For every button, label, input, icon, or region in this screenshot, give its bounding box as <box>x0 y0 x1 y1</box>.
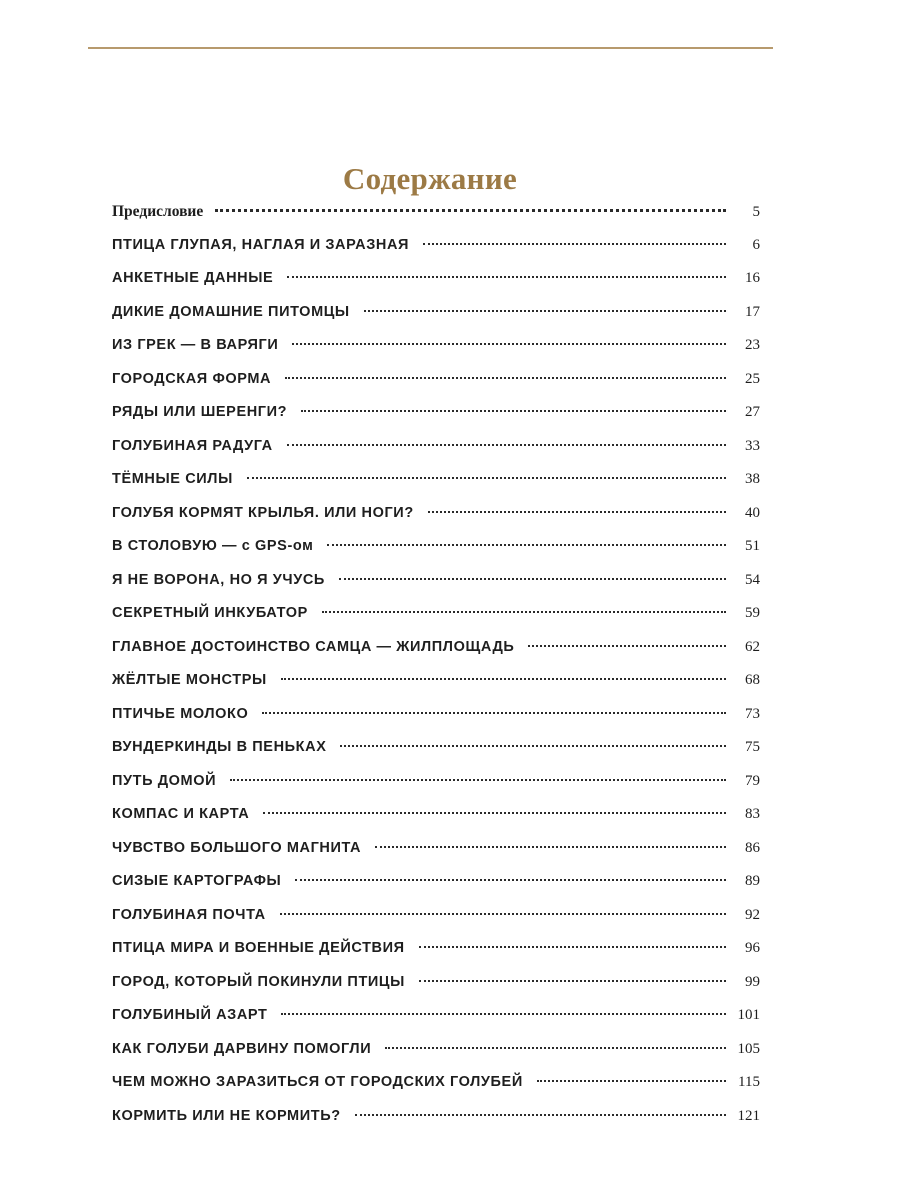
toc-entry-label: КОРМИТЬ ИЛИ НЕ КОРМИТЬ? <box>112 1107 341 1124</box>
toc-entry-label: АНКЕТНЫЕ ДАННЫЕ <box>112 270 274 286</box>
toc-entry-page: 38 <box>745 471 760 487</box>
toc-entry[interactable] <box>112 597 760 631</box>
toc-entry[interactable] <box>112 262 760 296</box>
toc-leader-dots <box>301 410 726 412</box>
toc-leader-dots <box>375 846 726 848</box>
toc-entry[interactable] <box>112 1033 760 1067</box>
toc-entry[interactable] <box>112 229 760 263</box>
toc-entry-label: ИЗ ГРЕК — В ВАРЯГИ <box>112 337 279 353</box>
toc-leader-dots <box>295 879 726 881</box>
page-title: Содержание <box>342 160 518 196</box>
toc-leader-dots <box>419 946 726 948</box>
toc-entry[interactable] <box>112 530 760 564</box>
toc-entry-page: 17 <box>745 303 760 320</box>
toc-entry-page: 105 <box>737 1040 760 1057</box>
toc-leader-dots <box>292 343 726 345</box>
toc-entry-page: 51 <box>745 538 760 554</box>
toc-entry[interactable] <box>112 564 760 598</box>
toc-leader-dots <box>230 779 726 781</box>
toc-entry-page: 121 <box>737 1107 760 1124</box>
toc-entry-label: ГЛАВНОЕ ДОСТОИНСТВО САМЦА — ЖИЛПЛОЩАДЬ <box>112 638 515 655</box>
toc-entry[interactable] <box>112 765 760 799</box>
toc-leader-dots <box>281 678 726 680</box>
toc-leader-dots <box>423 243 726 245</box>
toc-entry-page: 54 <box>745 571 760 588</box>
toc-leader-dots <box>285 377 726 379</box>
toc-entry-page: 96 <box>745 940 760 956</box>
toc-entry-page: 83 <box>745 806 760 822</box>
toc-entry-preface[interactable] <box>112 195 760 229</box>
toc-entry-label: ЖЁЛТЫЕ МОНСТРЫ <box>112 672 267 688</box>
toc-entry-label: ЧУВСТВО БОЛЬШОГО МАГНИТА <box>112 839 362 856</box>
toc-entry-label: ВУНДЕРКИНДЫ В ПЕНЬКАХ <box>112 739 327 755</box>
toc-entry-label: СЕКРЕТНЫЙ ИНКУБАТОР <box>112 605 308 621</box>
toc-entry-page: 92 <box>745 906 760 923</box>
toc-entry-page: 62 <box>745 638 760 655</box>
toc-entry-label: СИЗЫЕ КАРТОГРАФЫ <box>112 873 282 889</box>
toc-entry[interactable] <box>112 430 760 464</box>
toc-entry-label: ТЁМНЫЕ СИЛЫ <box>112 471 233 487</box>
toc-entry-label: ПТИЦА МИРА И ВОЕННЫЕ ДЕЙСТВИЯ <box>112 940 405 956</box>
toc-leader-dots <box>340 745 726 747</box>
toc-entry-label: В СТОЛОВУЮ — с GPS-ом <box>112 538 314 554</box>
toc-entry-page: 33 <box>745 437 760 454</box>
toc-entry-page: 6 <box>752 236 760 253</box>
toc-entry-page: 115 <box>738 1074 760 1090</box>
toc-entry[interactable] <box>112 698 760 732</box>
toc-leader-dots <box>419 980 726 982</box>
toc-leader-dots <box>247 477 726 479</box>
toc-entry[interactable] <box>112 731 760 765</box>
toc-entry-page: 25 <box>745 370 760 387</box>
toc-entry-label: ГОЛУБИНЫЙ АЗАРТ <box>112 1007 268 1023</box>
toc-entry[interactable] <box>112 899 760 933</box>
toc-entry-label: КОМПАС И КАРТА <box>112 806 250 822</box>
toc-entry[interactable] <box>112 798 760 832</box>
toc-leader-dots <box>263 812 726 814</box>
top-rule <box>88 47 773 49</box>
toc-entry-label: РЯДЫ ИЛИ ШЕРЕНГИ? <box>112 404 288 420</box>
toc-entry-page: 79 <box>745 772 760 789</box>
toc-leader-dots <box>215 209 726 212</box>
toc-entry[interactable] <box>112 631 760 665</box>
toc-entry-page: 89 <box>745 873 760 889</box>
toc-entry-page: 23 <box>745 337 760 353</box>
toc-entry[interactable] <box>112 463 760 497</box>
toc-leader-dots <box>280 913 726 915</box>
toc-list <box>112 195 760 1133</box>
toc-entry[interactable] <box>112 966 760 1000</box>
toc-entry[interactable] <box>112 396 760 430</box>
toc-entry-page: 59 <box>745 605 760 621</box>
toc-entry[interactable] <box>112 497 760 531</box>
toc-leader-dots <box>364 310 726 312</box>
toc-entry-label: ПТИЦА ГЛУПАЯ, НАГЛАЯ И ЗАРАЗНАЯ <box>112 236 410 253</box>
toc-entry[interactable] <box>112 329 760 363</box>
toc-entry[interactable] <box>112 999 760 1033</box>
toc-leader-dots <box>287 444 726 446</box>
toc-entry-label: ПТИЧЬЕ МОЛОКО <box>112 705 249 722</box>
toc-entry-label: ГОРОДСКАЯ ФОРМА <box>112 370 272 387</box>
toc-entry[interactable] <box>112 1066 760 1100</box>
toc-entry-page: 27 <box>745 404 760 420</box>
toc-entry-page: 68 <box>745 672 760 688</box>
toc-leader-dots <box>322 611 726 613</box>
toc-entry-page: 5 <box>752 204 760 220</box>
toc-entry-label: ГОЛУБЯ КОРМЯТ КРЫЛЬЯ. ИЛИ НОГИ? <box>112 504 414 521</box>
toc-entry-page: 99 <box>745 973 760 990</box>
toc-entry-label: ГОРОД, КОТОРЫЙ ПОКИНУЛИ ПТИЦЫ <box>112 973 405 990</box>
toc-leader-dots <box>528 645 726 647</box>
toc-entry-label: ГОЛУБИНАЯ РАДУГА <box>112 437 273 454</box>
toc-entry-label: ДИКИЕ ДОМАШНИЕ ПИТОМЦЫ <box>112 303 350 320</box>
toc-leader-dots <box>339 578 726 580</box>
toc-leader-dots <box>327 544 726 546</box>
toc-entry[interactable] <box>112 1100 760 1134</box>
toc-leader-dots <box>537 1080 726 1082</box>
toc-entry-page: 75 <box>745 739 760 755</box>
toc-leader-dots <box>385 1047 725 1049</box>
toc-entry[interactable] <box>112 664 760 698</box>
toc-entry-page: 73 <box>745 705 760 722</box>
toc-entry-label: ПУТЬ ДОМОЙ <box>112 772 217 789</box>
toc-entry-page: 86 <box>745 839 760 856</box>
toc-entry-page: 16 <box>745 270 760 286</box>
toc-entry-label: ЧЕМ МОЖНО ЗАРАЗИТЬСЯ ОТ ГОРОДСКИХ ГОЛУБЕЙ <box>112 1074 523 1090</box>
toc-leader-dots <box>287 276 726 278</box>
toc-leader-dots <box>281 1013 725 1015</box>
toc-entry[interactable] <box>112 363 760 397</box>
toc-entry-page: 101 <box>737 1007 760 1023</box>
toc-entry-label: ГОЛУБИНАЯ ПОЧТА <box>112 906 266 923</box>
toc-entry[interactable] <box>112 932 760 966</box>
toc-leader-dots <box>428 511 726 513</box>
toc-entry-label: КАК ГОЛУБИ ДАРВИНУ ПОМОГЛИ <box>112 1040 372 1057</box>
toc-entry[interactable] <box>112 832 760 866</box>
toc-entry[interactable] <box>112 865 760 899</box>
toc-entry-label: Предисловие <box>112 203 204 220</box>
toc-entry-label: Я НЕ ВОРОНА, НО Я УЧУСЬ <box>112 571 325 588</box>
toc-entry[interactable] <box>112 296 760 330</box>
toc-leader-dots <box>355 1114 726 1116</box>
toc-leader-dots <box>262 712 726 714</box>
toc-entry-page: 40 <box>745 504 760 521</box>
